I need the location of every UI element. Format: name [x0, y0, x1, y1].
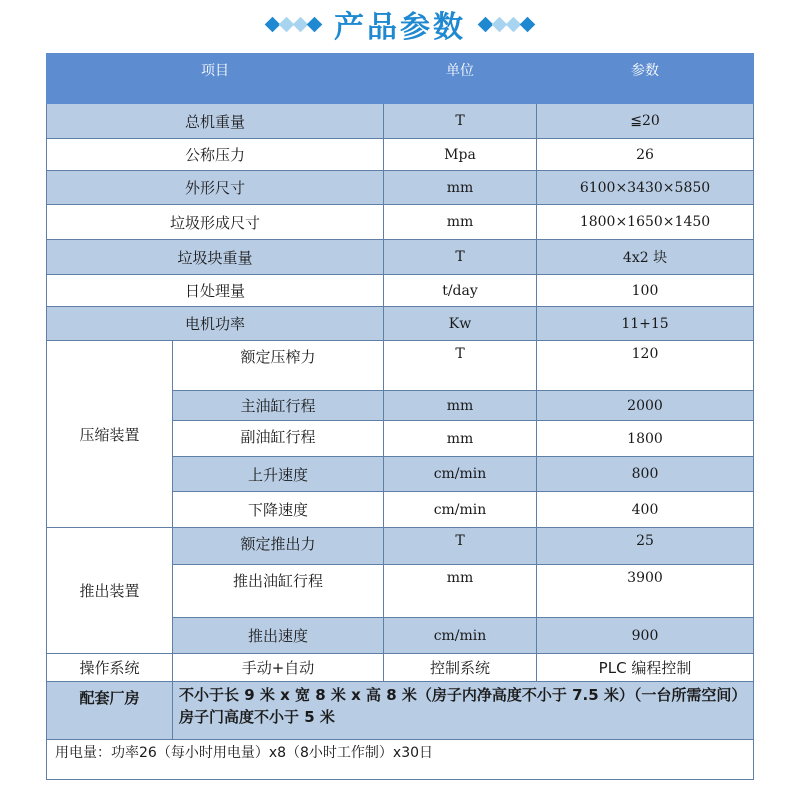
row-value: 100 [537, 275, 754, 307]
row-value: 800 [537, 457, 754, 492]
table-row [47, 104, 754, 139]
row-unit: mm [384, 421, 537, 457]
table-row [47, 682, 754, 740]
row-item: 垃圾形成尺寸 [47, 205, 384, 240]
operation-label: 操作系统 [47, 654, 173, 682]
table-row [47, 275, 754, 307]
row-unit: mm [384, 391, 537, 421]
row-unit: T [384, 240, 537, 275]
row-unit: mm [384, 171, 537, 205]
page-title: 产品参数 [334, 10, 466, 45]
row-item: 外形尺寸 [47, 171, 384, 205]
row-value: 3900 [537, 565, 754, 618]
power-usage: 用电量：功率26（每小时用电量）x8（8小时工作制）x30日 [47, 740, 754, 780]
row-unit: mm [384, 205, 537, 240]
row-unit: T [384, 341, 537, 391]
table-row [47, 654, 754, 682]
table-row [47, 341, 754, 391]
group-label-push: 推出装置 [47, 528, 173, 654]
row-item: 公称压力 [47, 139, 384, 171]
row-item: 下降速度 [173, 492, 384, 528]
control-label: 控制系统 [384, 654, 537, 682]
row-value: 2000 [537, 391, 754, 421]
header-param: 参数 [537, 54, 754, 104]
left-diamond-icon [267, 19, 320, 30]
header-item: 项目 [47, 54, 384, 104]
right-diamond-icon [480, 19, 533, 30]
row-value: 26 [537, 139, 754, 171]
row-value: 11+15 [537, 307, 754, 341]
row-value: 400 [537, 492, 754, 528]
peitao-text: 不小于长 9 米 x 宽 8 米 x 高 8 米（房子内净高度不小于 7.5 米）（一台所需空间）房子门高度不小于 5 米 [173, 682, 754, 740]
table-header [47, 54, 754, 104]
table-row [47, 139, 754, 171]
row-unit: t/day [384, 275, 537, 307]
row-item: 推出油缸行程 [173, 565, 384, 618]
row-item: 推出速度 [173, 618, 384, 654]
group-label-compress: 压缩装置 [47, 341, 173, 528]
table-row [47, 307, 754, 341]
row-item: 总机重量 [47, 104, 384, 139]
row-value: 4x2 块 [537, 240, 754, 275]
row-item: 主油缸行程 [173, 391, 384, 421]
table-row [47, 240, 754, 275]
row-unit: cm/min [384, 492, 537, 528]
spec-table [46, 53, 754, 780]
row-unit: T [384, 104, 537, 139]
row-value: 1800×1650×1450 [537, 205, 754, 240]
row-unit: cm/min [384, 457, 537, 492]
row-item: 日处理量 [47, 275, 384, 307]
table-row [47, 205, 754, 240]
control-value: PLC 编程控制 [537, 654, 754, 682]
row-item: 额定压榨力 [173, 341, 384, 391]
row-value: 900 [537, 618, 754, 654]
table-row [47, 171, 754, 205]
operation-mode: 手动+自动 [173, 654, 384, 682]
row-item: 电机功率 [47, 307, 384, 341]
table-row [47, 740, 754, 780]
row-unit: Mpa [384, 139, 537, 171]
row-item: 上升速度 [173, 457, 384, 492]
title-bar [0, 0, 800, 48]
row-unit: Kw [384, 307, 537, 341]
row-value: 25 [537, 528, 754, 565]
row-item: 额定推出力 [173, 528, 384, 565]
row-item: 垃圾块重量 [47, 240, 384, 275]
header-unit: 单位 [384, 54, 537, 104]
row-unit: mm [384, 565, 537, 618]
peitao-label: 配套厂房 [47, 682, 173, 740]
row-value: ≦20 [537, 104, 754, 139]
row-unit: T [384, 528, 537, 565]
row-value: 120 [537, 341, 754, 391]
row-value: 1800 [537, 421, 754, 457]
row-value: 6100×3430×5850 [537, 171, 754, 205]
table-row [47, 528, 754, 565]
row-item: 副油缸行程 [173, 421, 384, 457]
row-unit: cm/min [384, 618, 537, 654]
